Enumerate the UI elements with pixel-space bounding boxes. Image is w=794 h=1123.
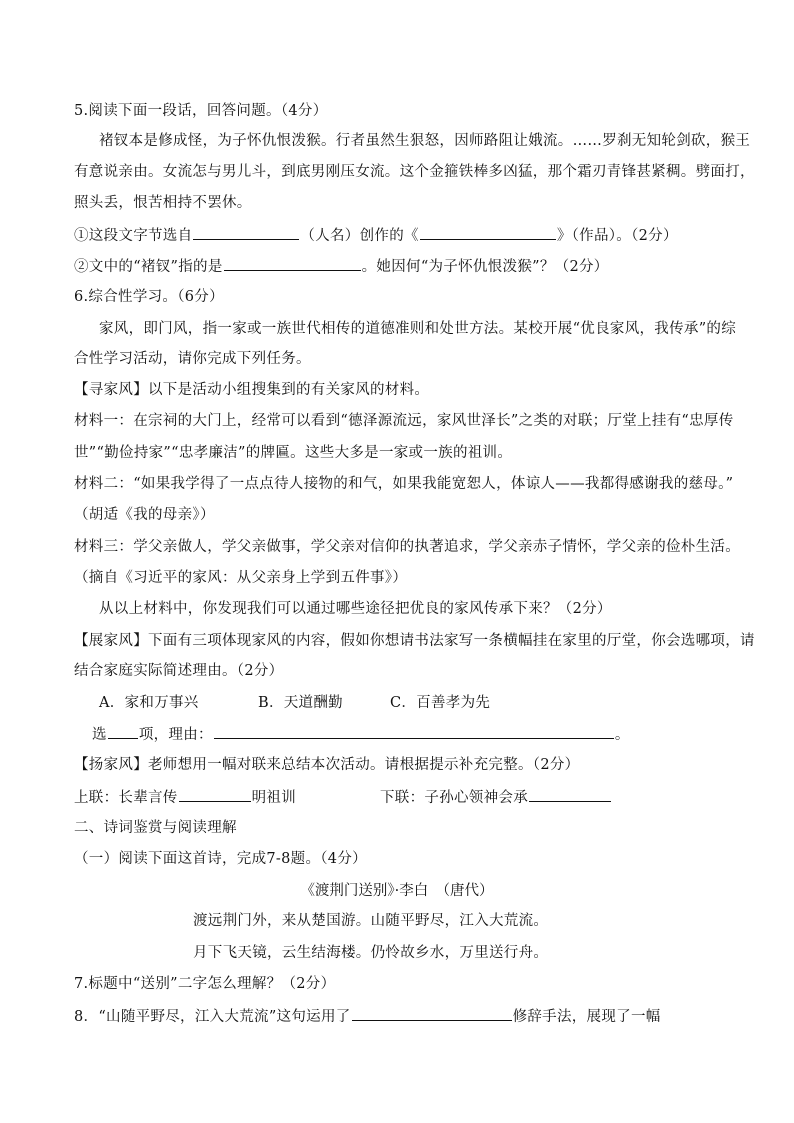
character-identity-blank[interactable] (224, 256, 361, 271)
q6-options (99, 693, 490, 713)
couplet-lower (380, 787, 612, 808)
q5-passage-line-2: 有意说亲由。女流怎与男儿斗，到底男刚压女流。这个金箍铁棒多凶猛，那个霜刃青锋甚紧稠。劈面打， (74, 164, 755, 180)
choice-blank[interactable] (108, 724, 138, 739)
material-1-line-2: 世”“勤俭持家”“忠孝廉洁”的牌匾。这些大多是一家或一族的祖训。 (74, 445, 513, 461)
poem-line-1: 渡远荆门外，来从楚国游。山随平野尽，江入大荒流。 (193, 913, 549, 929)
q5-sub2-text-b: 。她因何“为子怀仇恨泼猴”？（2分） (361, 259, 609, 275)
q6-find-question: 从以上材料中，你发现我们可以通过哪些途径把优良的家风传承下来？（2分） (99, 601, 612, 617)
choice-end: 。 (614, 727, 630, 743)
couplet-lower-blank[interactable] (529, 787, 611, 802)
q6-promote-header: 【扬家风】老师想用一幅对联来总结本次活动。请根据提示补充完整。（2分） (74, 757, 580, 773)
option-b[interactable]: B．天道酬勤 (258, 695, 343, 711)
q5-header: 5.阅读下面一段话，回答问题。（4分） (74, 103, 328, 119)
material-2-source: （胡适《我的母亲》） (74, 507, 215, 523)
q5-sub-question-2 (74, 256, 609, 277)
material-1-line-1: 材料一：在宗祠的大门上，经常可以看到“德泽源流远，家风世泽长”之类的对联；厅堂上挂有“忠厚传 (74, 413, 734, 429)
poem-line-2: 月下飞天镜，云生结海楼。仍怜故乡水，万里送行舟。 (193, 945, 549, 961)
reason-label: 项，理由： (138, 727, 213, 743)
q5-sub2-text-a: ②文中的“褚钗”指的是 (74, 259, 223, 275)
q5-sub1-text-c: 》（作品）。（2分） (556, 228, 678, 244)
q5-passage-line-1: 褚钗本是修成怪，为子怀仇恨泼猴。行者虽然生狠怒，因师路阻让娥流。……罗刹无知轮剑砍，猴王 (99, 133, 751, 149)
q6-intro-line-2: 合性学习活动，请你完成下列任务。 (74, 351, 311, 367)
q5-sub-question-1 (74, 225, 678, 246)
option-a[interactable]: A．家和万事兴 (99, 695, 199, 711)
q8-text-a: 8．“山随平野尽，江入大荒流”这句运用了 (74, 1009, 351, 1025)
option-c[interactable]: C．百善孝为先 (390, 695, 491, 711)
q7: 7.标题中“送别”二字怎么理解？（2分） (74, 976, 336, 992)
q6-header: 6.综合性学习。（6分） (74, 289, 224, 305)
poem-title: 《渡荆门送别》·李白 （唐代） (300, 883, 494, 899)
q8 (74, 1006, 661, 1027)
couplet-upper-text-b: 明祖训 (251, 790, 297, 806)
couplet-upper-blank[interactable] (179, 787, 251, 802)
q5-sub1-text-b: （人名）创作的《 (300, 228, 419, 244)
material-2-line-1: 材料二：“如果我学得了一点点待人接物的和气，如果我能宽恕人，体谅人——我都得感谢我的慈母。” (74, 476, 734, 492)
rhetoric-blank[interactable] (352, 1006, 512, 1021)
material-3-line-1: 材料三：学父亲做人，学父亲做事，学父亲对信仰的执著追求，学父亲赤子情怀，学父亲的俭朴生活。 (74, 539, 740, 555)
couplet-upper (74, 787, 296, 808)
q8-text-b: 修辞手法，展现了一幅 (512, 1009, 661, 1025)
q6-choice-line (92, 724, 630, 745)
q5-passage-line-3: 照头丢，恨苦相持不罢休。 (74, 195, 252, 211)
q5-sub1-text-a: ①这段文字节选自 (74, 228, 193, 244)
q6-show-line-1: 【展家风】下面有三项体现家风的内容，假如你想请书法家写一条横幅挂在家里的厅堂，你会选哪项，请 (74, 633, 755, 649)
reason-blank[interactable] (214, 724, 614, 739)
couplet-upper-text-a: 上联：长辈言传 (74, 790, 178, 806)
section-2-sub-1: （一）阅读下面这首诗，完成7-8题。（4分） (74, 851, 367, 867)
author-name-blank[interactable] (193, 225, 299, 240)
q6-show-line-2: 结合家庭实际简述理由。（2分） (74, 663, 284, 679)
choose-label: 选 (92, 727, 107, 743)
q6-intro-line-1: 家风，即门风，指一家或一族世代相传的道德准则和处世方法。某校开展“优良家风，我传承”的综 (99, 321, 737, 337)
q6-find-header: 【寻家风】以下是活动小组搜集到的有关家风的材料。 (74, 382, 430, 398)
material-3-source: （摘自《习近平的家风：从父亲身上学到五件事》） (74, 570, 408, 586)
section-2-title: 二、诗词鉴赏与阅读理解 (74, 820, 237, 836)
couplet-lower-text: 下联：子孙心领神会承 (380, 790, 528, 806)
work-title-blank[interactable] (420, 225, 556, 240)
